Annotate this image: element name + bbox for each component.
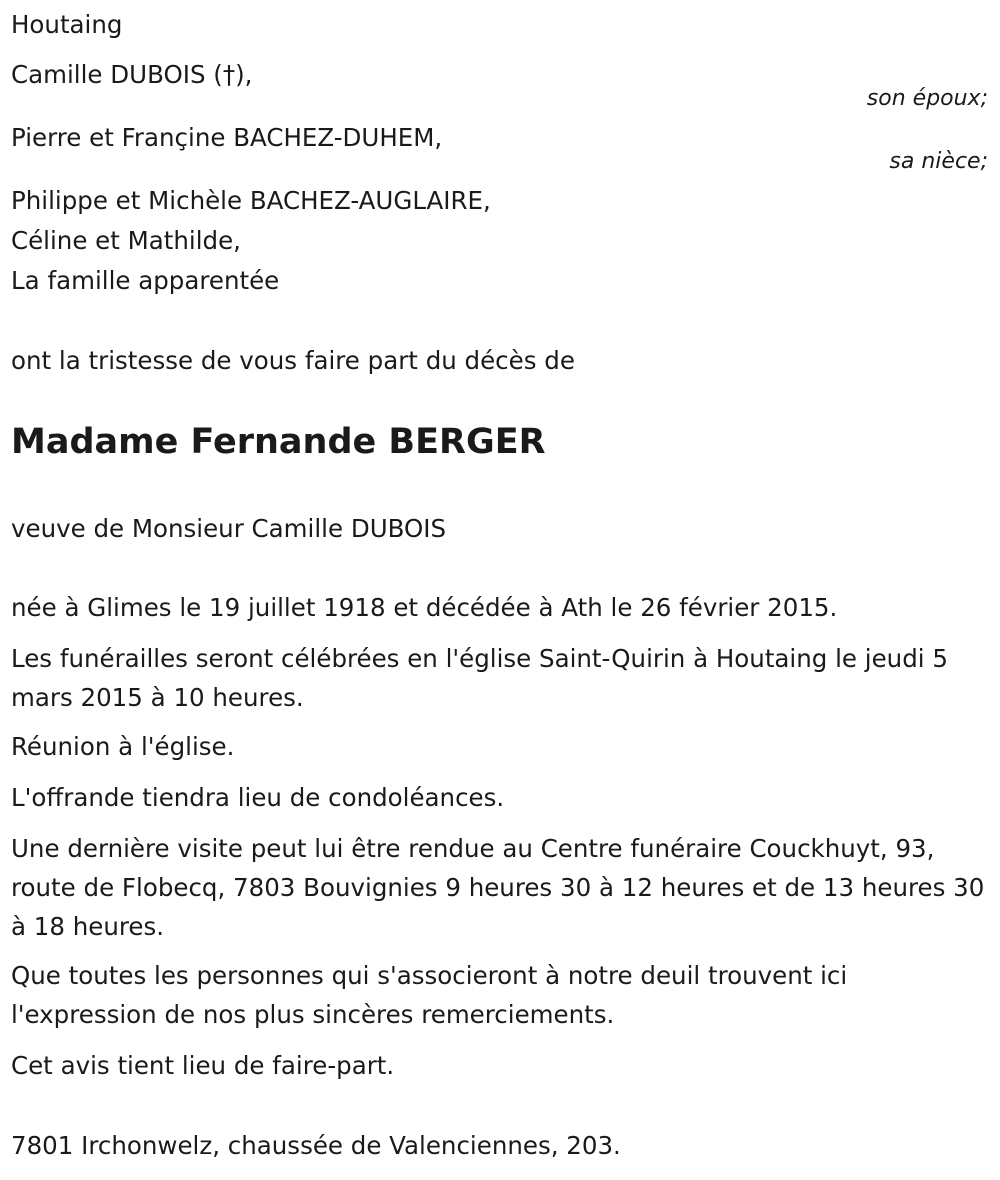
address-text: 7801 Irchonwelz, chaussée de Valenciennes, 203. — [11, 1131, 621, 1160]
announcement-text: ont la tristesse de vous faire part du décès de — [11, 346, 575, 375]
family-nephew: Philippe et Michèle BACHEZ-AUGLAIRE, — [11, 186, 491, 215]
meeting-text: Réunion à l'église. — [11, 732, 235, 761]
notice-text: Cet avis tient lieu de faire-part. — [11, 1051, 395, 1080]
widow-of-text: veuve de Monsieur Camille DUBOIS — [11, 514, 447, 543]
village-name: Houtaing — [11, 10, 123, 39]
birth-death-text: née à Glimes le 19 juillet 1918 et décédée à Ath le 26 février 2015. — [11, 593, 838, 622]
funeral-text: Les funérailles seront célébrées en l'église Saint-Quirin à Houtaing le jeudi 5 mars 2015 à 10 heures. — [11, 644, 948, 712]
thanks-text: Que toutes les personnes qui s'associeront à notre deuil trouvent ici l'expression de nos plus sincères remerciements. — [11, 961, 848, 1029]
niece-relation: sa nièce; — [889, 149, 988, 174]
husband-relation: son époux; — [866, 86, 988, 111]
offering-text: L'offrande tiendra lieu de condoléances. — [11, 783, 505, 812]
deceased-name: Madame Fernande BERGER — [11, 422, 546, 462]
visit-text: Une dernière visite peut lui être rendue au Centre funéraire Couckhuyt, 93, route de Flobecq, 7803 Bouvignies 9 heures 30 à 12 heures et de 13 heures 30 à 18 heures. — [11, 834, 985, 941]
family-niece: Pierre et Françine BACHEZ-DUHEM, — [11, 123, 443, 152]
family-children: Céline et Mathilde, — [11, 226, 241, 255]
family-husband: Camille DUBOIS (†), — [11, 60, 253, 89]
family-extended: La famille apparentée — [11, 266, 280, 295]
